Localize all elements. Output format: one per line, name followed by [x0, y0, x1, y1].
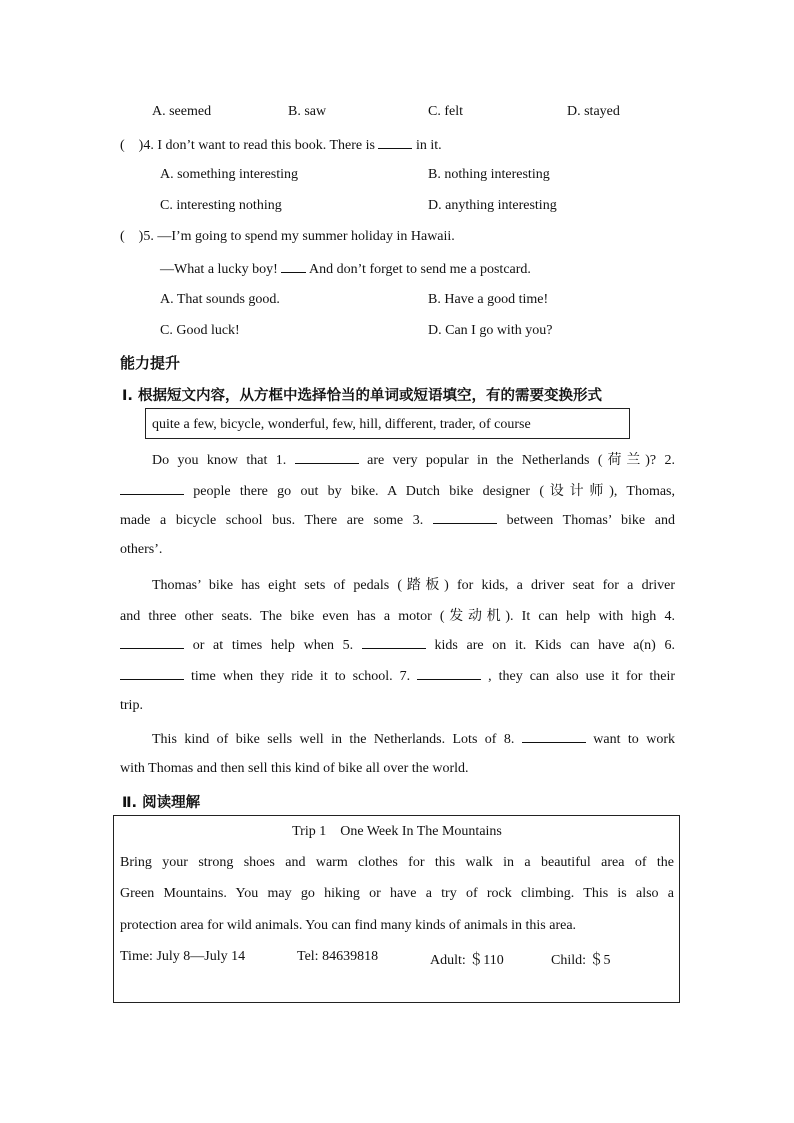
- reading-box: [113, 815, 680, 1003]
- question-5-reply: [160, 260, 531, 278]
- q5-option-b: B. Have a good time!: [428, 292, 549, 307]
- passage-text: want to work: [593, 732, 676, 747]
- blank-7: [417, 667, 481, 680]
- q4-option-a: A. something interesting: [160, 167, 299, 182]
- question-4-blank: [378, 136, 412, 149]
- q3-option-d: D. stayed: [567, 104, 620, 119]
- passage-text: with Thomas and then sell this kind of bike all over the world.: [120, 761, 469, 776]
- passage-line-6: [120, 605, 675, 625]
- trip-time: Time: July 8—July 14: [120, 949, 246, 964]
- passage-text: made a bicycle school bus. There are some 3.: [120, 513, 424, 528]
- q5-option-a: A. That sounds good.: [160, 292, 280, 307]
- passage-line-8: [120, 667, 675, 685]
- trip-line-2: Green Mountains. You may go hiking or have a try of rock climbing. This is also a: [120, 886, 674, 901]
- question-5-reply-start: —What a lucky boy!: [160, 262, 278, 277]
- q3-option-c: C. felt: [428, 104, 463, 119]
- q4-option-b: B. nothing interesting: [428, 167, 550, 182]
- part2-title: Ⅱ. 阅读理解: [122, 795, 201, 811]
- passage-text: , they can also use it for their: [488, 669, 676, 684]
- passage-line-9: [120, 698, 675, 714]
- question-4-text-end: in it.: [415, 138, 442, 153]
- question-5-stem: [120, 229, 455, 245]
- q5-option-d: D. Can I go with you?: [428, 323, 553, 338]
- passage-line-7: [120, 636, 675, 654]
- passage-line-1: [152, 449, 675, 469]
- trip-line-1: Bring your strong shoes and warm clothes for this walk in a beautiful area of the: [120, 855, 674, 870]
- passage-line-2: [120, 480, 675, 500]
- passage-text: Do you know that 1.: [152, 453, 287, 468]
- blank-3: [433, 511, 497, 524]
- blank-8: [522, 730, 586, 743]
- passage-text: kids are on it. Kids can have a(n) 6.: [434, 638, 676, 653]
- answer-paren-close: ): [138, 229, 144, 244]
- passage-line-11: [120, 761, 675, 777]
- passage-text: between Thomas’ bike and: [506, 513, 676, 528]
- blank-6: [120, 667, 184, 680]
- trip-adult-price: Adult: ＄110: [430, 953, 504, 968]
- passage-text: and three other seats. The bike even has a motor (发动机). It can help with high 4.: [120, 609, 675, 624]
- trip-tel: Tel: 84639818: [297, 949, 379, 964]
- passage-text: others’.: [120, 542, 163, 557]
- blank-4: [120, 636, 184, 649]
- question-5-text: 5. —I’m going to spend my summer holiday in Hawaii.: [143, 229, 455, 244]
- passage-line-10: [152, 730, 675, 748]
- passage-line-4: [120, 542, 675, 558]
- answer-paren-open: (: [120, 229, 125, 244]
- answer-paren-close: ): [138, 138, 144, 153]
- question-5-reply-end: And don’t forget to send me a postcard.: [309, 262, 531, 277]
- passage-text: time when they ride it to school. 7.: [190, 669, 411, 684]
- word-bank-box: [145, 408, 630, 439]
- trip-child-price: Child: ＄5: [551, 953, 611, 968]
- word-bank-text: quite a few, bicycle, wonderful, few, hill, different, trader, of course: [152, 417, 531, 432]
- passage-text: people there go out by bike. A Dutch bike designer (设计师), Thomas,: [193, 484, 675, 499]
- blank-1: [295, 451, 359, 464]
- passage-line-5: [152, 574, 675, 594]
- passage-text: This kind of bike sells well in the Netherlands. Lots of 8.: [152, 732, 515, 747]
- passage-text: Thomas’ bike has eight sets of pedals (踏板) for kids, a driver seat for a driver: [152, 578, 675, 593]
- question-4-text: 4. I don’t want to read this book. There is: [143, 138, 375, 153]
- answer-paren-open: (: [120, 138, 125, 153]
- blank-2: [120, 482, 184, 495]
- question-5-blank: [281, 260, 306, 273]
- part1-title: Ⅰ. 根据短文内容，从方框中选择恰当的单词或短语填空，有的需要变换形式: [122, 388, 602, 404]
- q4-option-d: D. anything interesting: [428, 198, 557, 213]
- trip-heading: Trip 1 One Week In The Mountains: [292, 824, 502, 839]
- question-4-stem: [120, 136, 442, 154]
- q3-option-a: A. seemed: [152, 104, 212, 119]
- q3-option-b: B. saw: [288, 104, 327, 119]
- q5-option-c: C. Good luck!: [160, 323, 240, 338]
- q4-option-c: C. interesting nothing: [160, 198, 282, 213]
- section-heading: 能力提升: [120, 354, 181, 372]
- passage-text: are very popular in the Netherlands (荷兰)? 2.: [367, 453, 676, 468]
- blank-5: [362, 636, 426, 649]
- trip-line-3: protection area for wild animals. You can find many kinds of animals in this area.: [120, 918, 577, 933]
- passage-line-3: [120, 511, 675, 529]
- passage-text: trip.: [120, 698, 143, 713]
- passage-text: or at times help when 5.: [192, 638, 354, 653]
